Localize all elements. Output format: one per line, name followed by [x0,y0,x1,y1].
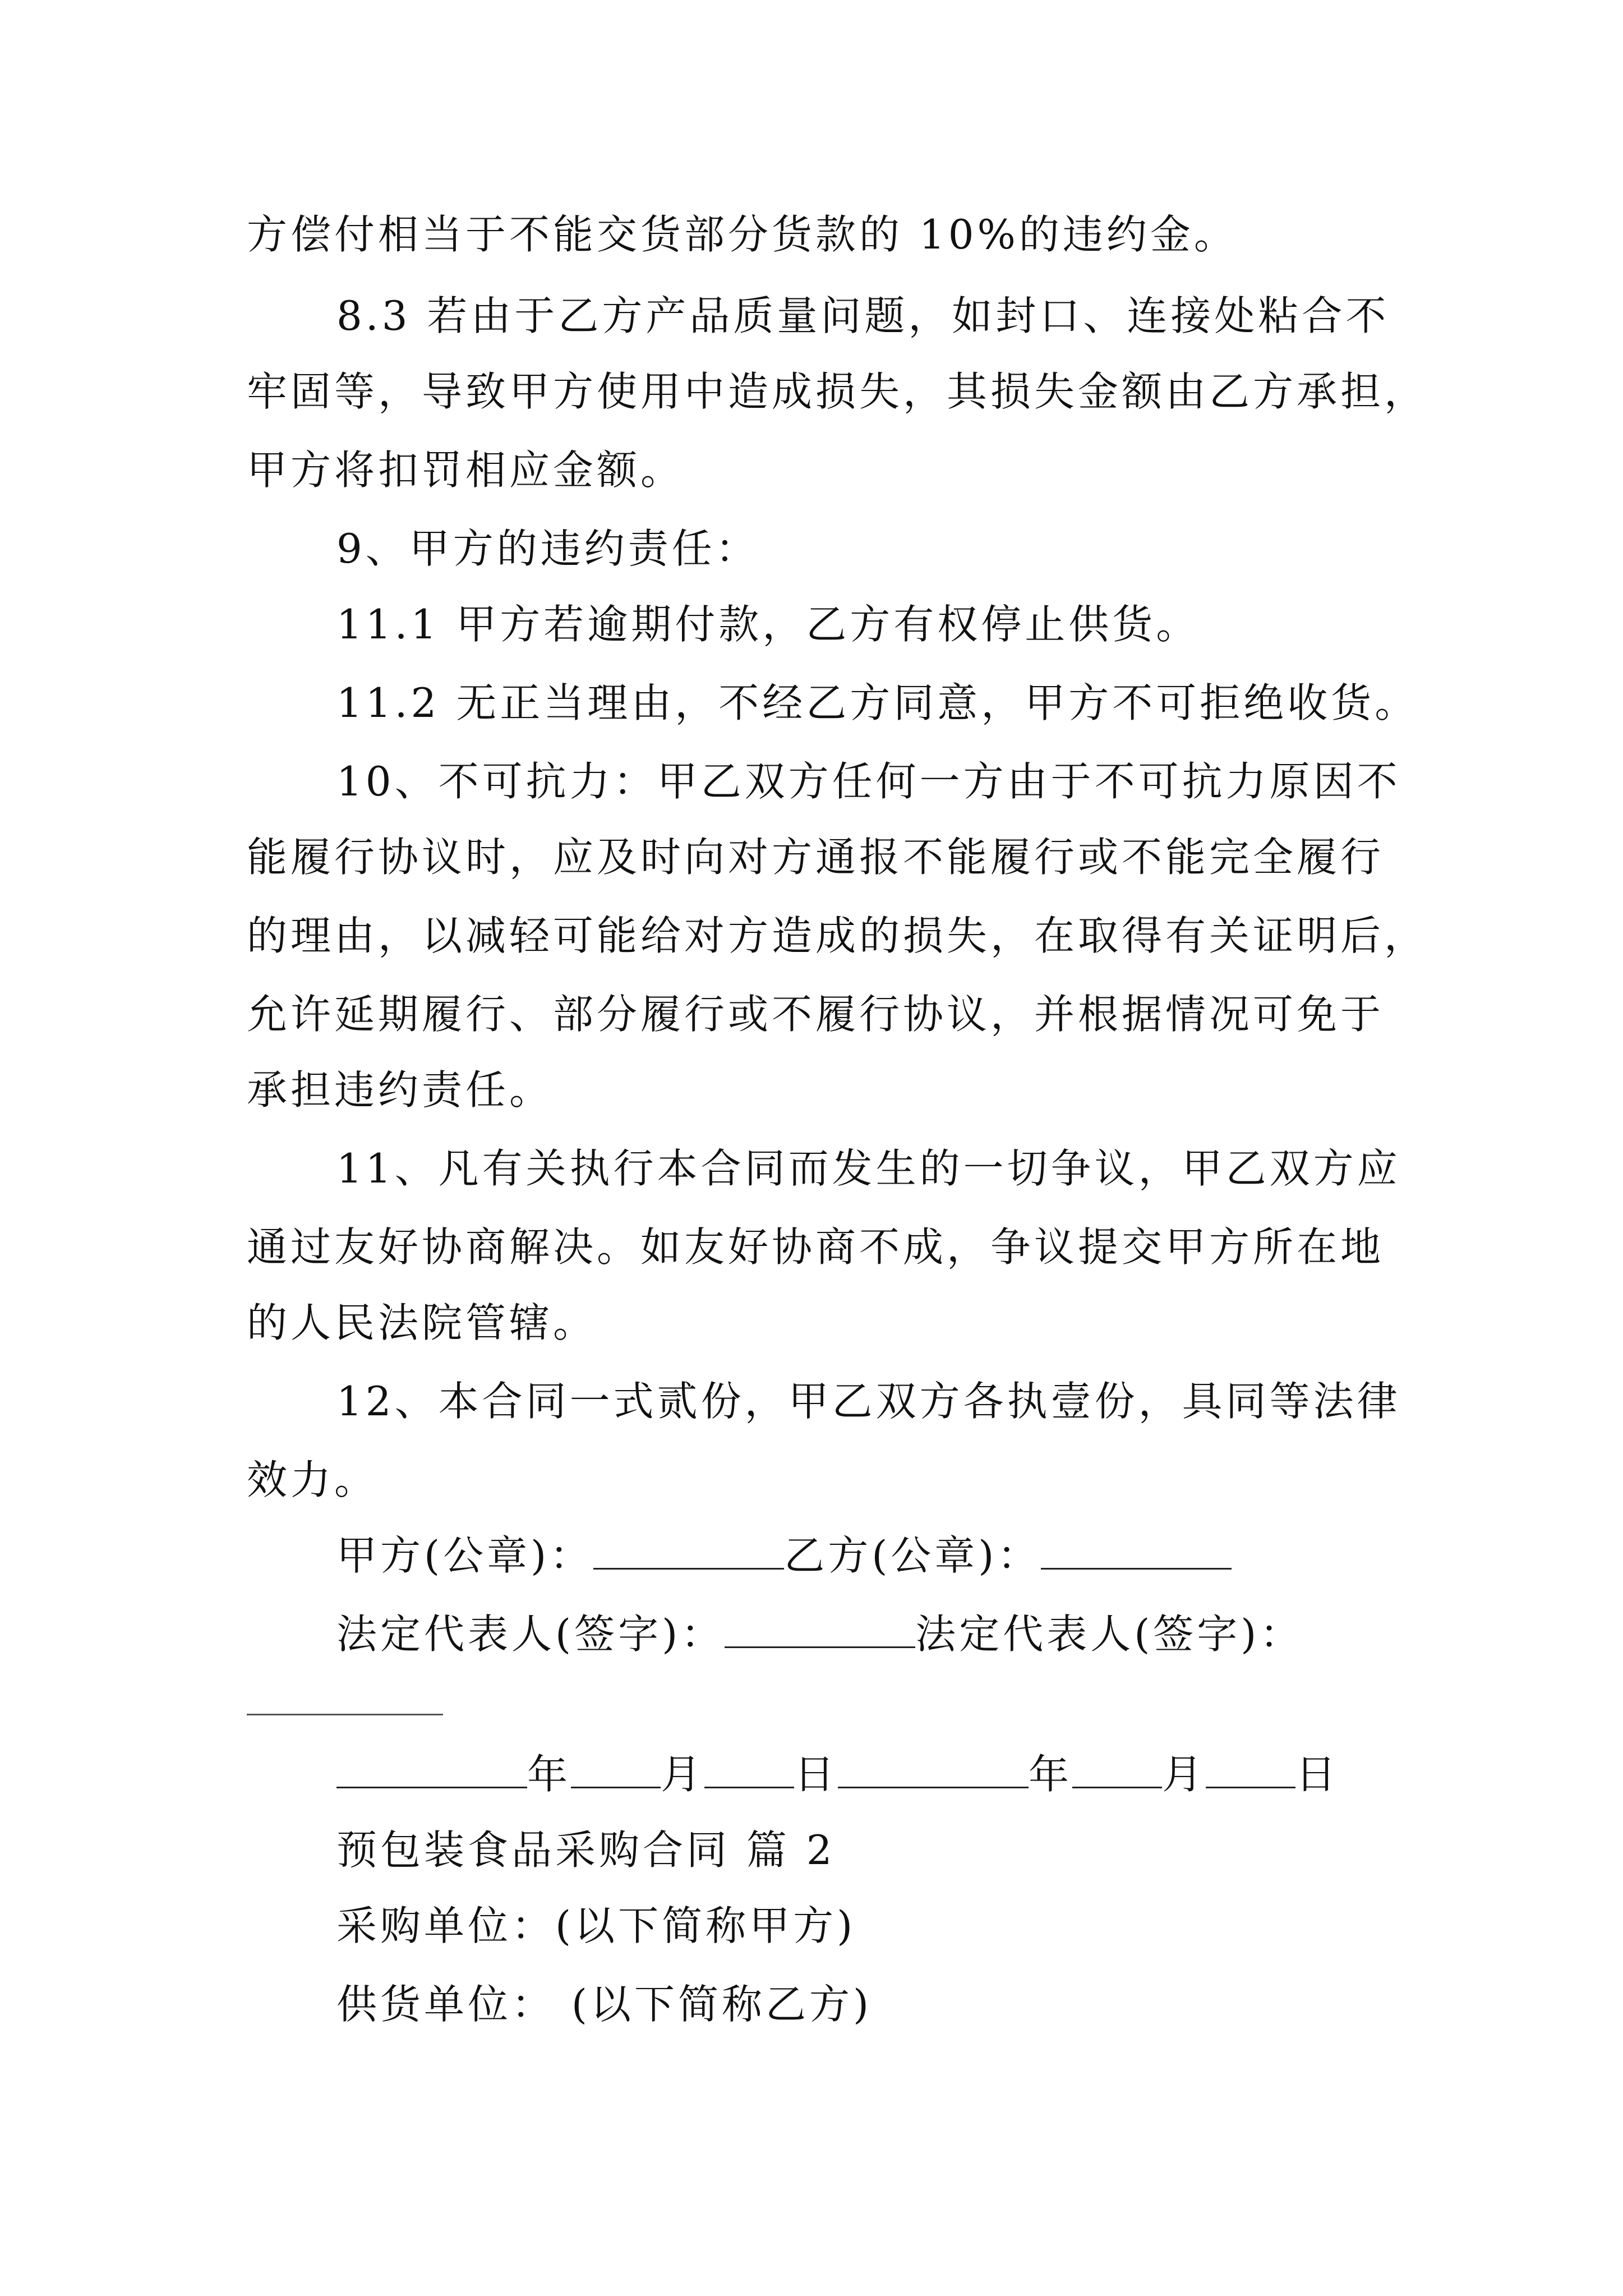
month-b-blank [1072,1753,1162,1788]
party-b-seal-blank [1041,1534,1232,1570]
clause-8-3: 8.3 若由于乙方产品质量问题，如封口、连接处粘合不 [336,292,1390,339]
text-line: 承担违约责任。 [247,1066,554,1114]
text-line: 能履行协议时，应及时向对方通报不能履行或不能完全履行 [247,834,1385,881]
clause-10: 10、不可抗力：甲乙双方任何一方由于不可抗力原因不 [336,758,1401,805]
supplier-line: 供货单位： (以下简称乙方) [336,1981,873,2028]
day-a-label: 日 [794,1751,838,1798]
text-line: 允许延期履行、部分履行或不履行协议，并根据情况可免于 [247,991,1385,1038]
text-line: 牢固等，导致甲方使用中造成损失，其损失金额由乙方承担， [247,368,1428,415]
text-line: 的人民法院管辖。 [247,1299,597,1346]
day-b-label: 日 [1295,1751,1340,1798]
text-line: 甲方将扣罚相应金额。 [247,447,685,494]
rep-a-blank [725,1613,915,1648]
text-line: 的理由，以减轻可能给对方造成的损失，在取得有关证明后， [247,912,1428,959]
year-b-blank [838,1753,1029,1788]
rep-b-blank [247,1714,443,1715]
section-2-title: 预包装食品采购合同 篇 2 [336,1826,836,1874]
buyer-line: 采购单位：(以下简称甲方) [336,1902,856,1949]
clause-12: 12、本合同一式贰份，甲乙双方各执壹份，具同等法律 [336,1378,1401,1425]
party-b-seal-label: 乙方(公章)： [784,1532,1041,1579]
year-b-label: 年 [1029,1751,1073,1798]
date-line [336,1747,1486,1801]
month-a-label: 月 [661,1751,705,1798]
day-a-blank [704,1753,794,1788]
year-a-blank [336,1753,527,1788]
month-a-blank [571,1753,661,1788]
day-b-blank [1206,1753,1295,1788]
representative-line [336,1607,1486,1661]
seal-line [336,1529,1486,1582]
rep-a-label: 法定代表人(签字)： [336,1611,725,1658]
text-line: 通过友好协商解决。如友好协商不成，争议提交甲方所在地 [247,1223,1385,1271]
rep-b-label: 法定代表人(签字)： [915,1611,1304,1658]
text-line: 方偿付相当于不能交货部分货款的 10%的违约金。 [247,211,1238,258]
clause-9-heading: 9、甲方的违约责任： [336,525,759,572]
month-b-label: 月 [1162,1751,1206,1798]
clause-11: 11、凡有关执行本合同而发生的一切争议，甲乙双方应 [336,1145,1401,1192]
clause-11-2: 11.2 无正当理由，不经乙方同意，甲方不可拒绝收货。 [336,679,1419,726]
year-a-label: 年 [527,1751,571,1798]
clause-11-1: 11.1 甲方若逾期付款，乙方有权停止供货。 [336,601,1200,648]
party-a-seal-blank [593,1534,784,1570]
party-a-seal-label: 甲方(公章)： [336,1532,594,1579]
text-line: 效力。 [247,1456,379,1503]
